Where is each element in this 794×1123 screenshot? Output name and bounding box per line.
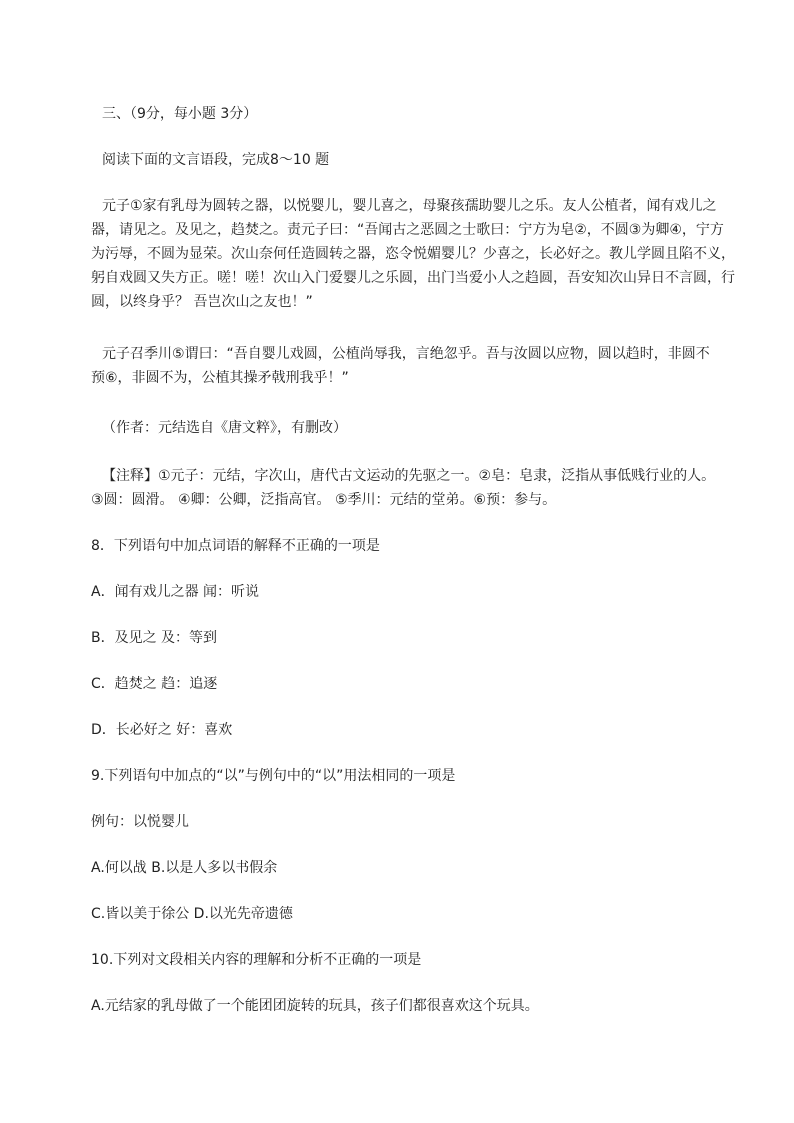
section-heading: 三、（9分，每小题 3分） [102,106,258,122]
passage-line: 预⑥，非圆不为，公植其操矛戟刑我乎！” [91,370,349,386]
question-8-option-a: A．闻有戏儿之器 闻：听说 [91,584,260,600]
question-9-options-ab: A.何以战 B.以是人多以书假余 [91,860,278,876]
question-8-option-d: D．长必好之 好：喜欢 [91,722,233,738]
passage-line: 元子①家有乳母为圆转之器，以悦婴儿，婴儿喜之，母聚孩孺助婴儿之乐。友人公植者，闻有戏儿之 [102,198,717,214]
question-9-example: 例句：以悦婴儿 [91,814,189,830]
passage-line: 圆，以终身乎？ 吾岂次山之友也！” [91,294,313,310]
passage-line: 躬自戏圆又失方正。嗟！嗟！次山入门爱婴儿之乐圆，出门当爱小人之趋圆，吾安知次山异日不言圆，行 [91,270,735,286]
question-8-stem: 8．下列语句中加点词语的解释不正确的一项是 [91,538,380,554]
annotation-line: 【注释】①元子：元结，字次山，唐代古文运动的先驱之一。②皂：皂隶，泛指从事低贱行业的人。 [102,468,716,484]
question-9-stem: 9.下列语句中加点的“以”与例句中的“以”用法相同的一项是 [91,768,456,784]
reading-instruction: 阅读下面的文言语段，完成8～10 题 [102,152,330,168]
passage-line: 元子召季川⑤谓曰：“吾自婴儿戏圆，公植尚辱我，言绝忽乎。吾与汝圆以应物，圆以趋时，非圆不 [102,346,710,362]
annotation-line: ③圆：圆滑。 ④卿：公卿，泛指高官。 ⑤季川：元结的堂弟。⑥预：参与。 [91,492,557,508]
question-8-option-b: B．及见之 及：等到 [91,630,218,646]
question-8-option-c: C．趋焚之 趋：追逐 [91,676,218,692]
question-10-option-a: A.元结家的乳母做了一个能团团旋转的玩具，孩子们都很喜欢这个玩具。 [91,998,539,1014]
passage-line: 器，请见之。及见之，趋焚之。责元子曰：“吾闻古之恶圆之士歌曰：宁方为皂②，不圆③为卿④，宁方 [91,222,724,238]
question-9-options-cd: C.皆以美于徐公 D.以光先帝遗德 [91,906,293,922]
question-10-stem: 10.下列对文段相关内容的理解和分析不正确的一项是 [91,952,422,968]
passage-line: 为污辱，不圆为显荣。次山奈何任造圆转之器，恣令悦媚婴儿？少喜之，长必好之。教儿学圆且陷不义， [91,246,735,262]
passage-source: （作者：元结选自《唐文粹》，有删改） [102,420,347,436]
